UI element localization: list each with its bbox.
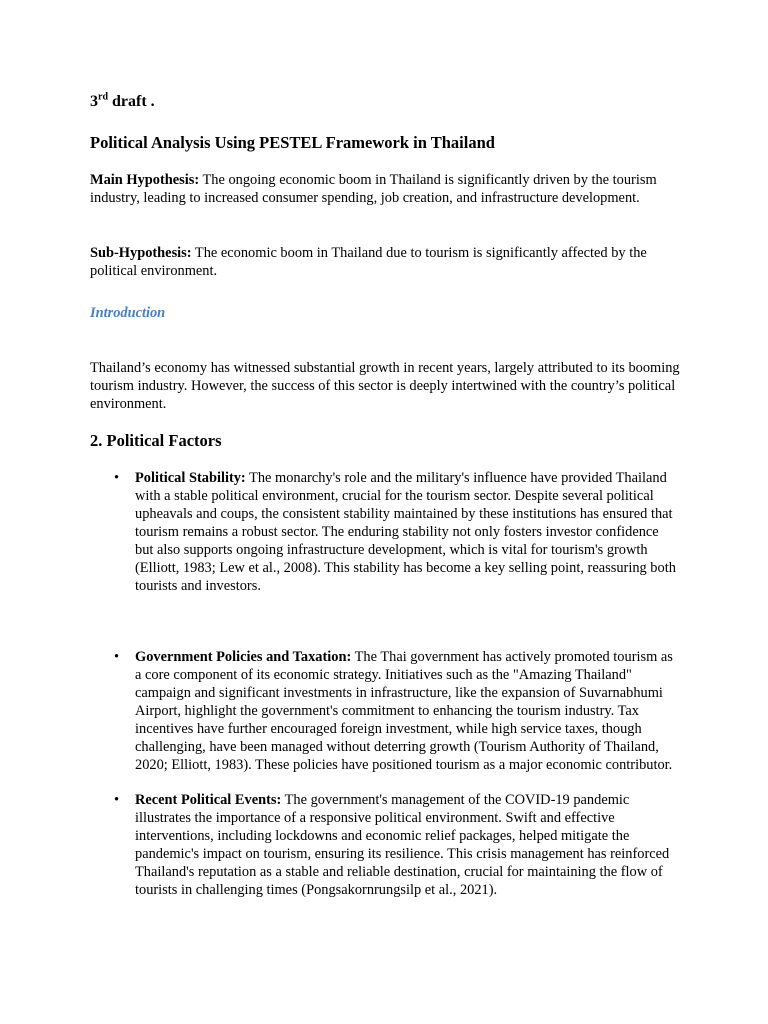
list-item-text [135,648,680,774]
bullet-icon: • [114,792,120,808]
introduction-heading: Introduction [90,305,166,321]
draft-label [90,92,155,112]
main-hypothesis-label: Main Hypothesis: [90,172,200,188]
main-hypothesis [90,171,690,207]
list-item-body: The monarchy's role and the military's influence have provided Thailand with a stable political environment, crucial for the tourism sector. Despite several political upheavals and coups, the consistent stability maintained by these institutions has ensured that tourism remains a robust sector. The enduring stability not only fosters investor confidence but also supports ongoing infrastructure development, which is vital for tourism's growth (Elliott, 1983; Lew et al., 2008). This stability has become a key selling point, reassuring both tourists and investors. [135,470,676,594]
list-item-text [135,791,680,899]
draft-ordinal-suffix: rd [98,91,108,103]
list-item-text [135,469,680,595]
bullet-icon: • [114,470,120,486]
introduction-body: Thailand’s economy has witnessed substantial growth in recent years, largely attributed to its booming tourism industry. However, the success of this sector is deeply intertwined with the country’s political environment. [90,360,680,412]
list-item-label: Political Stability: [135,470,246,486]
sub-hypothesis-label: Sub-Hypothesis: [90,245,192,261]
list-item-label: Government Policies and Taxation: [135,649,352,665]
sub-hypothesis [90,244,690,280]
draft-word: draft . [108,93,155,110]
document-title: Political Analysis Using PESTEL Framework in Thailand [90,133,495,152]
sub-hypothesis-text: The economic boom in Thailand due to tourism is significantly affected by the political environment. [90,245,647,279]
bullet-icon: • [114,649,120,665]
draft-number: 3 [90,93,98,110]
list-item-label: Recent Political Events: [135,792,282,808]
main-hypothesis-text: The ongoing economic boom in Thailand is significantly driven by the tourism industry, leading to increased consumer spending, job creation, and infrastructure development. [90,172,657,206]
list-item-body: The government's management of the COVID-19 pandemic illustrates the importance of a responsive political environment. Swift and effective interventions, including lockdowns and economic relief packages, helped mitigate the pandemic's impact on tourism, ensuring its resilience. This crisis management has reinforced Thailand's reputation as a stable and reliable destination, crucial for maintaining the flow of tourists in challenging times (Pongsakornrungsilp et al., 2021). [135,792,670,898]
list-item-body: The Thai government has actively promoted tourism as a core component of its economic strategy. Initiatives such as the "Amazing Thailand" campaign and significant investments in infrastructure, like the expansion of Suvarnabhumi Airport, highlight the government's commitment to enhancing the tourism industry. Tax incentives have further encouraged foreign investment, while high service taxes, though challenging, have been managed without deterring growth (Tourism Authority of Thailand, 2020; Elliott, 1983). These policies have positioned tourism as a major economic contributor. [135,649,673,773]
political-factors-heading: 2. Political Factors [90,431,222,450]
